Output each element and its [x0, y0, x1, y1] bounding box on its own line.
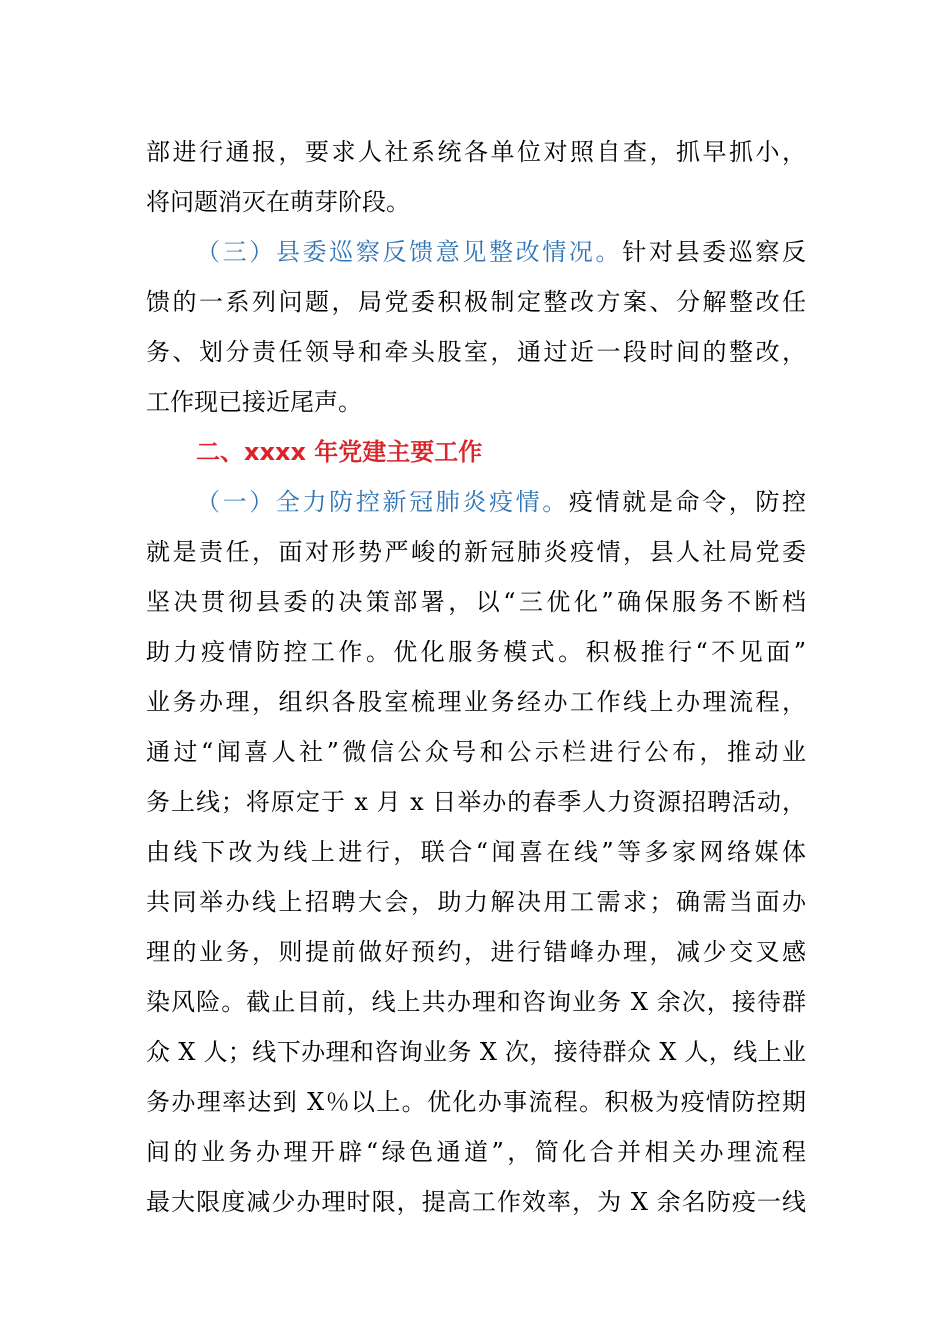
body-line: 将问题消灭在萌芽阶段。 [146, 188, 410, 216]
body-line: 业务办理，组织各股室梳理业务经办工作线上办理流程， [146, 688, 806, 716]
body-text: 针对县委巡察反 [622, 238, 807, 266]
body-line: 助力疫情防控工作。优化服务模式。积极推行“不见面” [146, 638, 806, 666]
subheading-1: （一）全力防控新冠肺炎疫情。 [196, 488, 569, 516]
body-line: 工作现已接近尾声。 [146, 388, 362, 416]
body-line: 最大限度减少办理时限，提高工作效率，为 X 余名防疫一线 [146, 1188, 806, 1216]
body-line: 馈的一系列问题，局党委积极制定整改方案、分解整改任 [146, 288, 806, 316]
body-line: 染风险。截止目前，线上共办理和咨询业务 X 余次，接待群 [146, 988, 806, 1016]
body-text: 疫情就是命令，防控 [568, 488, 807, 516]
body-line: 部进行通报，要求人社系统各单位对照自查，抓早抓小， [146, 138, 806, 166]
body-line: 务上线；将原定于 x 月 x 日举办的春季人力资源招聘活动， [146, 788, 806, 816]
body-line: 由线下改为线上进行，联合“闻喜在线”等多家网络媒体 [146, 838, 806, 866]
body-line: 众 X 人；线下办理和咨询业务 X 次，接待群众 X 人，线上业 [146, 1038, 806, 1066]
body-line: 务办理率达到 X％以上。优化办事流程。积极为疫情防控期 [146, 1088, 806, 1116]
body-line: 就是责任，面对形势严峻的新冠肺炎疫情，县人社局党委 [146, 538, 806, 566]
subheading-3: （三）县委巡察反馈意见整改情况。 [196, 238, 623, 266]
body-line: 间的业务办理开辟“绿色通道”，简化合并相关办理流程 [146, 1138, 806, 1166]
body-line: 通过“闻喜人社”微信公众号和公示栏进行公布，推动业 [146, 738, 806, 766]
section-1-line [196, 487, 806, 517]
body-line: 务、划分责任领导和牵头股室，通过近一段时间的整改， [146, 338, 806, 366]
body-line: 共同举办线上招聘大会，助力解决用工需求；确需当面办 [146, 888, 806, 916]
section-heading-2: 二、xxxx 年党建主要工作 [196, 438, 483, 466]
body-line: 坚决贯彻县委的决策部署，以“三优化”确保服务不断档 [146, 588, 806, 616]
section-3-line [196, 237, 806, 267]
body-line: 理的业务，则提前做好预约，进行错峰办理，减少交叉感 [146, 938, 806, 966]
